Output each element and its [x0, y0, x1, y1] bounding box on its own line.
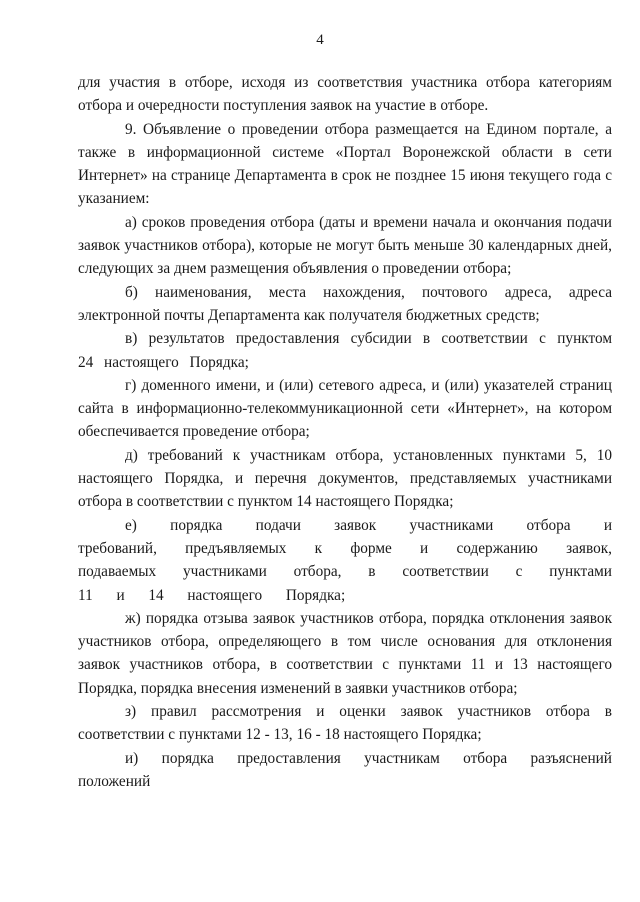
paragraph-item-v: в) результатов предоставления субсидии в соответствии с пунктом 24 настоящего Порядка; [78, 330, 612, 371]
document-body [78, 71, 612, 793]
paragraph-continuation: для участия в отборе, исходя из соответствия участника отбора категориям отбора и очередности поступления заявок на участие в отборе. [78, 74, 612, 115]
paragraph-item-i: и) порядка предоставления участникам отбора разъяснений положений [78, 749, 612, 790]
paragraph-item-a: а) сроков проведения отбора (даты и времени начала и окончания подачи заявок участников отбора), которые не могут быть меньше 30 календарных дней, следующих за днем размещения объявления о проведении отбора; [78, 213, 612, 278]
paragraph-item-b: б) наименования, места нахождения, почтового адреса, адреса электронной почты Департамента как получателя бюджетных средств; [78, 283, 612, 324]
paragraph-item-9: 9. Объявление о проведении отбора размещается на Едином портале, а также в информационной системе «Портал Воронежской области в сети Интернет» на странице Департамента в срок не позднее 15 июня текущего года с указанием: [78, 120, 612, 208]
paragraph-item-g: г) доменного имени, и (или) сетевого адреса, и (или) указателей страниц сайта в информационно-телекоммуникационной сети «Интернет», на котором обеспечивается проведение отбора; [78, 376, 612, 441]
page-number: 4 [316, 32, 324, 48]
paragraph-item-zh: ж) порядка отзыва заявок участников отбора, порядка отклонения заявок участников отбора, определяющего в том числе основания для отклонения заявок участников отбора, в соответствии с пунктами 11 и 13 настоящего Порядка, порядка внесения изменений в заявки участников отбора; [78, 609, 612, 697]
paragraph-item-d: д) требований к участникам отбора, установленных пунктами 5, 10 настоящего Порядка, и перечня документов, представляемых участниками отбора в соответствии с пунктом 14 настоящего Порядка; [78, 446, 612, 511]
paragraph-item-e: е) порядка подачи заявок участниками отбора и требований, предъявляемых к форме и содержанию заявок, подаваемых участниками отбора, в соответствии с пунктами 11 и 14 настоящего Порядка; [78, 516, 612, 604]
paragraph-item-z: з) правил рассмотрения и оценки заявок участников отбора в соответствии с пунктами 12 - 13, 16 - 18 настоящего Порядка; [78, 703, 612, 744]
